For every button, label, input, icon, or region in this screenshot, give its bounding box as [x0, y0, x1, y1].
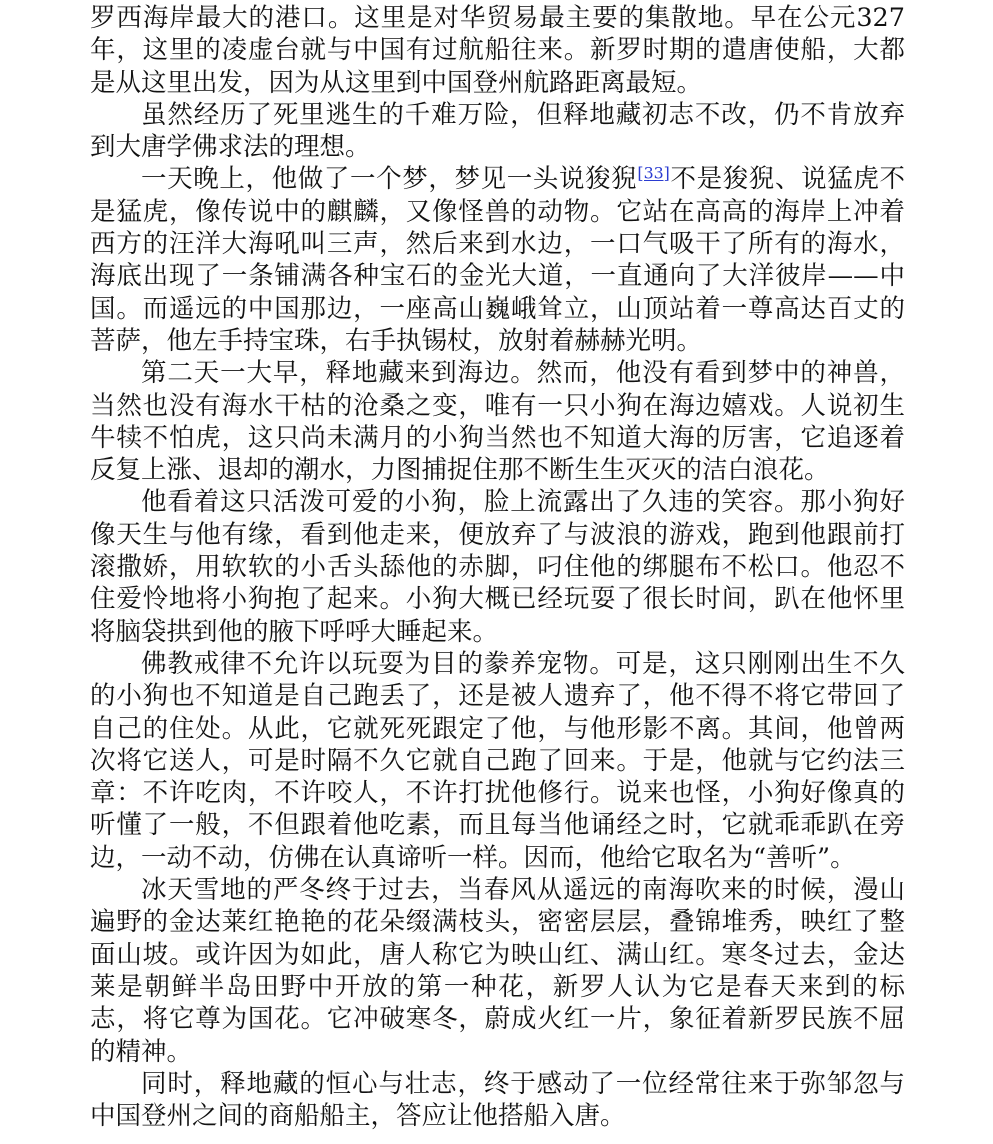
paragraph-text-after-footnote: 不是狻猊、说猛虎不是猛虎，像传说中的麒麟，又像怪兽的动物。它站在高高的海岸上冲着西方的汪洋大海吼叫三声，然后来到水边，一口气吸干了所有的海水，海底出现了一条铺满各种宝石的金光大道，一直通向了大洋彼岸——中国。而遥远的中国那边，一座高山巍峨耸立，山顶站着一尊高达百丈的菩萨，他左手持宝珠，右手执锡杖，放射着赫赫光明。 — [90, 164, 905, 356]
paragraph: 冰天雪地的严冬终于过去，当春风从遥远的南海吹来的时候，漫山遍野的金达莱红艳艳的花朵缀满枝头，密密层层，叠锦堆秀，映红了整面山坡。或许因为如此，唐人称它为映山红、满山红。寒冬过去，金达莱是朝鲜半岛田野中开放的第一种花，新罗人认为它是春天来到的标志，将它尊为国花。它冲破寒冬，蔚成火红一片，象征着新罗民族不屈的精神。 — [90, 875, 905, 1067]
footnote-link[interactable]: [33] — [637, 163, 670, 183]
paragraph: 同时，释地藏的恒心与壮志，终于感动了一位经常往来于弥邹忽与中国登州之间的商船船主，答应让他搭船入唐。 — [90, 1068, 905, 1132]
paragraph: 他看着这只活泼可爱的小狗，脸上流露出了久违的笑容。那小狗好像天生与他有缘，看到他走来，便放弃了与波浪的游戏，跑到他跟前打滚撒娇，用软软的小舌头舔他的赤脚，叼住他的绑腿布不松口。他忍不住爱怜地将小狗抱了起来。小狗大概已经玩耍了很长时间，趴在他怀里将脑袋拱到他的腋下呼呼大睡起来。 — [90, 487, 905, 647]
document-page — [90, 2, 905, 1132]
paragraph: 佛教戒律不允许以玩耍为目的豢养宠物。可是，这只刚刚出生不久的小狗也不知道是自己跑丢了，还是被人遗弃了，他不得不将它带回了自己的住处。从此，它就死死跟定了他，与他形影不离。其间，他曾两次将它送人，可是时隔不久它就自己跑了回来。于是，他就与它约法三章：不许吃肉，不许咬人，不许打扰他修行。说来也怪，小狗好像真的听懂了一般，不但跟着他吃素，而且每当他诵经之时，它就乖乖趴在旁边，一动不动，仿佛在认真谛听一样。因而，他给它取名为“善听”。 — [90, 648, 905, 873]
paragraph-text-before-footnote: 一天晚上，他做了一个梦，梦见一头说狻猊 — [141, 164, 638, 195]
paragraph-with-footnote — [90, 163, 905, 357]
paragraph-continued: 罗西海岸最大的港口。这里是对华贸易最主要的集散地。早在公元327年，这里的凌虚台就与中国有过航船往来。新罗时期的遣唐使船，大都是从这里出发，因为从这里到中国登州航路距离最短。 — [90, 3, 905, 98]
paragraph: 第二天一大早，释地藏来到海边。然而，他没有看到梦中的神兽，当然也没有海水干枯的沧桑之变，唯有一只小狗在海边嬉戏。人说初生牛犊不怕虎，这只尚未满月的小狗当然也不知道大海的厉害，它追逐着反复上涨、退却的潮水，力图捕捉住那不断生生灭灭的洁白浪花。 — [90, 358, 905, 486]
paragraph: 虽然经历了死里逃生的千难万险，但释地藏初志不改，仍不肯放弃到大唐学佛求法的理想。 — [90, 99, 905, 163]
